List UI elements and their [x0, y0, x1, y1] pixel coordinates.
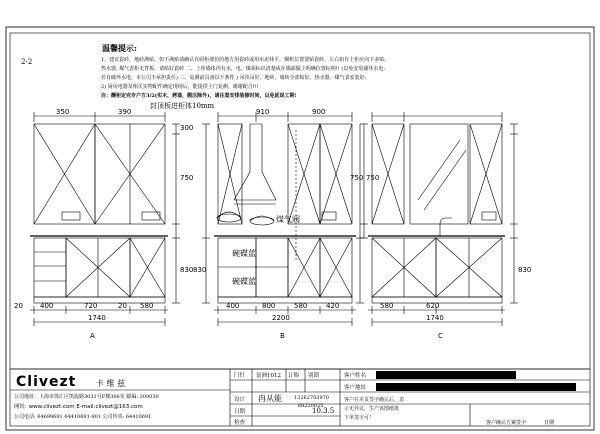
customer-name-redaction [376, 371, 516, 379]
dim-b-left: 830 [193, 266, 207, 274]
dim-b-bottom-1: 400 [226, 302, 240, 310]
sign-date-label: 日期 [544, 420, 555, 426]
confirm-line-3: 下单签字可！ [344, 415, 375, 421]
title-block-text [14, 371, 554, 426]
dim-a-mid: 750 [180, 174, 194, 182]
dim-b-top-2: 900 [312, 108, 326, 116]
notice-line-3: 若有破坏水电，本公司不承担责任) 三、复测前具备以下条件 ) 吊顶吊好，地砖、墙砖全部贴好、热水器、煤气表安装好; [101, 75, 367, 81]
dim-a-top-2: 390 [118, 108, 132, 116]
size-label: 订购 [288, 373, 300, 379]
date-label: 日期 [234, 409, 246, 415]
type-value: 富洲1012 [256, 373, 281, 379]
company-logo: Clivezt [16, 374, 77, 390]
customer-name-label: 客户姓名 [344, 373, 367, 379]
elevation-c-labels [350, 174, 531, 340]
view-label-c: C [438, 332, 443, 340]
designer-label: 设计 [234, 397, 246, 403]
customer-address-redaction [376, 383, 576, 391]
dim-c-total: 1740 [426, 314, 444, 322]
phone-value-2: 68220025 [298, 403, 324, 409]
dim-b-right: 750 [366, 174, 380, 182]
dim-b-bottom-3: 580 [294, 302, 308, 310]
gas-valve-label: 煤气阀 [276, 215, 300, 224]
dim-a-bottom-1: 20 [14, 302, 23, 310]
elevation-a [30, 112, 180, 326]
notice-line-1: 1、建议瓷砖，地砖满贴，如不满贴请确认在厨柜部份的地方用瓷砖或用水泥抹平，烟机位置要贴瓷砖，左右如有上柜应向下多贴; [101, 57, 386, 63]
check-label: 检查 [234, 420, 246, 426]
dim-a-bottom-3: 720 [84, 302, 98, 310]
dim-b-top-1: 910 [256, 108, 270, 116]
sheet-border [6, 27, 594, 430]
customer-sign-label: 客户确认方案签字 [486, 420, 527, 426]
elevation-c [356, 112, 518, 326]
dim-c-bottom-1: 580 [380, 302, 394, 310]
view-label-a: A [90, 332, 95, 340]
designer-value: 冉从能 [258, 394, 282, 403]
notice-line-4: 2) 厨房电器及相关实物配件确定现场后，能提供上门复测，谢谢配合!!! [101, 84, 259, 90]
bowl-basket-1: 碗碟蓝 [232, 249, 256, 258]
dim-c-low: 830 [518, 266, 532, 274]
confirm-line-2: 示无异议，生产该图纸批 [344, 406, 400, 412]
dim-c-left: 750 [350, 174, 364, 182]
phone-value: 13262703970 [294, 395, 329, 401]
bowl-basket-2: 碗碟蓝 [232, 277, 256, 286]
dim-a-top-1: 350 [56, 108, 70, 116]
dim-a-right: 300 [180, 124, 194, 132]
view-label-b: B [280, 332, 285, 340]
sheet-code: 2-2 [21, 58, 33, 66]
dim-a-bottom-2: 400 [40, 302, 54, 310]
dim-a-bottom-5: 580 [140, 302, 154, 310]
dim-a-bottom-4: 20 [118, 302, 127, 310]
confirm-line-1: 客户在本页签字确认后，表 [344, 397, 405, 403]
company-logo-cn: 卡 维 兹 [96, 379, 126, 388]
customer-address-label: 客户地址 [344, 385, 367, 391]
company-site: 网址: www.clivezt.com E-mail:clivezt@163.com [14, 404, 143, 410]
type-label: 门钉 [234, 373, 246, 379]
dim-a-total: 1740 [88, 314, 106, 322]
dim-b-bottom-2: 800 [262, 302, 276, 310]
dim-a-low: 830 [180, 266, 194, 274]
date-value: 10.3.5 [312, 407, 335, 415]
company-phone: 公司电话: 64699691 64410691-801 公司传真: 64410691 [14, 414, 152, 420]
dim-c-bottom-2: 620 [426, 302, 440, 310]
grade-label: 别锁 [308, 373, 320, 379]
notice-line-5: 注：酬柜定完专户方3/2(实木，烤漆，膜压除外)，请注意安排装修时间，以免延误工期! [101, 93, 297, 99]
notice-block [101, 56, 386, 100]
dim-b-total: 2200 [272, 314, 290, 322]
dim-b-bottom-4: 420 [326, 302, 340, 310]
notice-line-2: 热水器, 煤气表柜无背板，请贴好瓷砖 二、上柜墙体内有水、电、煤须标识清楚或在墙面做上明确位置标明!! (以免安装碰坏水电; [101, 66, 386, 72]
company-address: 公司地址：上海市徐汇区凯旋路3031号F楼306室 邮编: 200030 [14, 394, 159, 400]
notice-title: 温馨提示: [102, 43, 137, 53]
sealing-label: 封顶板进柜体10mm [150, 102, 215, 110]
